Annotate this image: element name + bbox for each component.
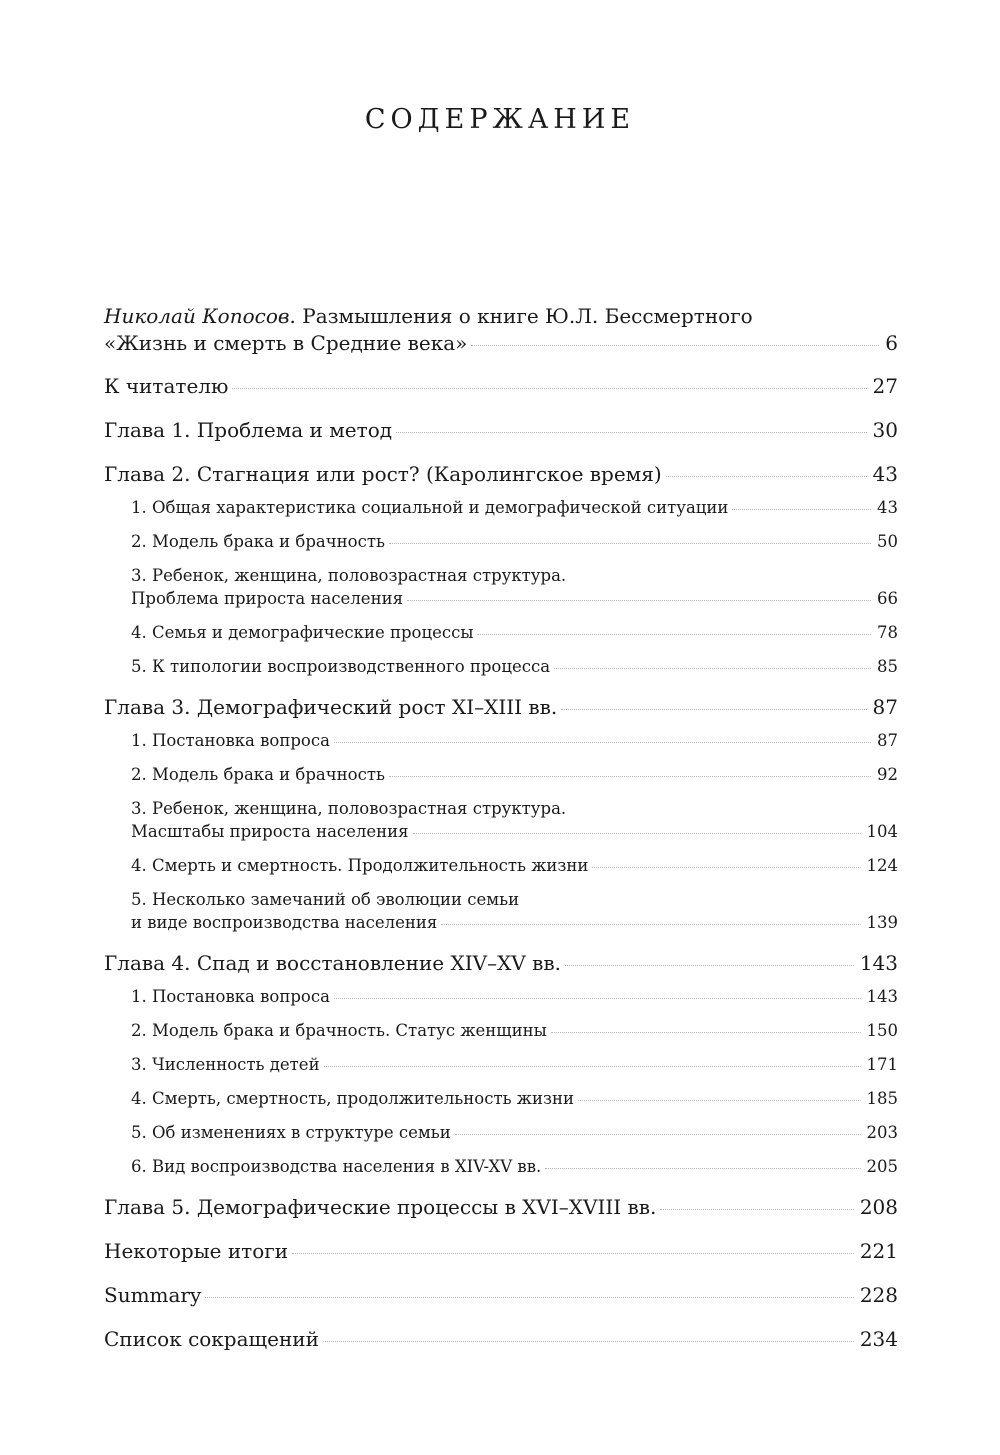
dot-leader — [660, 1209, 853, 1210]
intro-author: Николай Копосов — [104, 304, 290, 328]
dot-leader — [545, 1168, 860, 1169]
toc-page-number: 6 — [885, 331, 898, 355]
toc-subentry[interactable] — [104, 763, 898, 786]
toc-entry-intro[interactable] — [104, 303, 898, 357]
dot-leader — [666, 476, 867, 477]
toc-entry-label: 4. Смерть и смертность. Продолжительность жизни — [131, 856, 589, 875]
toc-entry-label: Список сокращений — [104, 1327, 319, 1351]
toc-page-number: 78 — [877, 623, 898, 642]
toc-page-number: 143 — [859, 951, 898, 975]
toc-entry-label: 4. Семья и демографические процессы — [131, 623, 474, 642]
toc-page-number: 87 — [872, 695, 898, 719]
toc-entry-label: Некоторые итоги — [104, 1239, 289, 1263]
toc-entry-label: Проблема прироста населения — [131, 589, 403, 608]
toc-entry-label: 4. Смерть, смертность, продолжительность жизни — [131, 1089, 574, 1108]
dot-leader — [389, 543, 871, 544]
toc-entry-label: Summary — [104, 1283, 202, 1307]
dot-leader — [334, 998, 861, 999]
toc-page-number: 85 — [877, 657, 898, 676]
dot-leader — [407, 600, 871, 601]
toc-entry-label: К читателю — [104, 374, 229, 398]
toc-page-number: 104 — [866, 822, 898, 841]
table-of-contents — [104, 303, 898, 1353]
toc-entry-label: 2. Модель брака и брачность — [131, 532, 385, 551]
toc-page-number: 185 — [866, 1089, 898, 1108]
toc-page-number: 87 — [877, 731, 898, 750]
toc-page-number: 43 — [877, 498, 898, 517]
toc-subentry[interactable] — [104, 854, 898, 877]
toc-subentry[interactable] — [104, 496, 898, 519]
toc-page-number: 234 — [859, 1327, 898, 1351]
toc-entry-label: Глава 3. Демографический рост XI–XIII вв. — [104, 695, 558, 719]
dot-leader — [455, 1134, 861, 1135]
dot-leader — [578, 1100, 861, 1101]
toc-page-number: 66 — [877, 589, 898, 608]
toc-page-number: 124 — [866, 856, 898, 875]
dot-leader — [389, 776, 871, 777]
toc-subentry[interactable] — [104, 530, 898, 553]
toc-entry-label-line1: 3. Ребенок, женщина, половозрастная структура. — [131, 799, 567, 818]
intro-title-line2: «Жизнь и смерть в Средние века» — [104, 331, 468, 355]
dot-leader — [592, 867, 860, 868]
toc-entry-label: 1. Постановка вопроса — [131, 987, 330, 1006]
toc-entry-label: 1. Общая характеристика социальной и демографической ситуации — [131, 498, 729, 517]
toc-subentry[interactable] — [104, 1019, 898, 1042]
dot-leader — [334, 742, 871, 743]
toc-subentry[interactable] — [104, 1087, 898, 1110]
intro-title-line1: . Размышления о книге Ю.Л. Бессмертного — [289, 304, 753, 328]
dot-leader — [561, 709, 866, 710]
dot-leader — [441, 924, 860, 925]
toc-page-number: 221 — [859, 1239, 898, 1263]
toc-page-number: 43 — [872, 462, 898, 486]
toc-entry-label: Глава 4. Спад и восстановление XIV–XV вв. — [104, 951, 561, 975]
toc-subentry[interactable] — [104, 985, 898, 1008]
toc-entry-label: Глава 5. Демографические процессы в XVI–XVIII вв. — [104, 1195, 657, 1219]
toc-page-number: 228 — [859, 1283, 898, 1307]
toc-subentry[interactable] — [104, 1155, 898, 1178]
toc-entry-label-line1: 3. Ребенок, женщина, половозрастная структура. — [131, 566, 567, 585]
toc-subentry[interactable] — [104, 655, 898, 678]
toc-subentry[interactable] — [104, 729, 898, 752]
toc-page-number: 139 — [866, 913, 898, 932]
toc-entry-label: 5. К типологии воспроизводственного процесса — [131, 657, 551, 676]
toc-entry-label: Масштабы прироста населения — [131, 822, 409, 841]
toc-entry[interactable] — [104, 694, 898, 721]
dot-leader — [292, 1253, 854, 1254]
toc-subentry[interactable] — [104, 797, 898, 843]
dot-leader — [205, 1297, 854, 1298]
dot-leader — [565, 965, 854, 966]
toc-entry-label: Глава 2. Стагнация или рост? (Каролингское время) — [104, 462, 662, 486]
dot-leader — [471, 345, 879, 346]
toc-entry-label: 2. Модель брака и брачность — [131, 765, 385, 784]
toc-page-number: 208 — [859, 1195, 898, 1219]
dot-leader — [324, 1066, 861, 1067]
toc-entry-label: 2. Модель брака и брачность. Статус женщины — [131, 1021, 547, 1040]
page-title: СОДЕРЖАНИЕ — [364, 104, 636, 135]
toc-subentry[interactable] — [104, 1053, 898, 1076]
toc-entry-label-line1: 5. Несколько замечаний об эволюции семьи — [131, 890, 520, 909]
toc-page-number: 150 — [866, 1021, 898, 1040]
dot-leader — [551, 1032, 861, 1033]
toc-entry-label: 6. Вид воспроизводства населения в XIV-XV вв. — [131, 1157, 542, 1176]
dot-leader — [323, 1341, 854, 1342]
toc-entry[interactable] — [104, 950, 898, 977]
toc-entry[interactable] — [104, 417, 898, 444]
toc-subentry[interactable] — [104, 564, 898, 610]
toc-page-number: 92 — [877, 765, 898, 784]
toc-page-number: 27 — [872, 374, 898, 398]
toc-entry[interactable] — [104, 461, 898, 488]
toc-entry[interactable] — [104, 1326, 898, 1353]
toc-page-number: 50 — [877, 532, 898, 551]
toc-entry[interactable] — [104, 373, 898, 400]
toc-page-number: 30 — [872, 418, 898, 442]
dot-leader — [232, 388, 866, 389]
dot-leader — [477, 634, 871, 635]
toc-page-number: 143 — [866, 987, 898, 1006]
toc-page-number: 203 — [866, 1123, 898, 1142]
toc-entry[interactable] — [104, 1238, 898, 1265]
dot-leader — [554, 668, 871, 669]
toc-subentry[interactable] — [104, 621, 898, 644]
dot-leader — [732, 509, 871, 510]
toc-entry[interactable] — [104, 1194, 898, 1221]
toc-entry[interactable] — [104, 1282, 898, 1309]
dot-leader — [413, 833, 861, 834]
toc-entry-label: 3. Численность детей — [131, 1055, 320, 1074]
dot-leader — [396, 432, 866, 433]
toc-entry-label: и виде воспроизводства населения — [131, 913, 438, 932]
toc-entry-label: 1. Постановка вопроса — [131, 731, 330, 750]
toc-page-number: 205 — [866, 1157, 898, 1176]
toc-page-number: 171 — [866, 1055, 898, 1074]
toc-subentry[interactable] — [104, 1121, 898, 1144]
toc-entry-label: Глава 1. Проблема и метод — [104, 418, 393, 442]
toc-subentry[interactable] — [104, 888, 898, 934]
toc-entry-label: 5. Об изменениях в структуре семьи — [131, 1123, 451, 1142]
